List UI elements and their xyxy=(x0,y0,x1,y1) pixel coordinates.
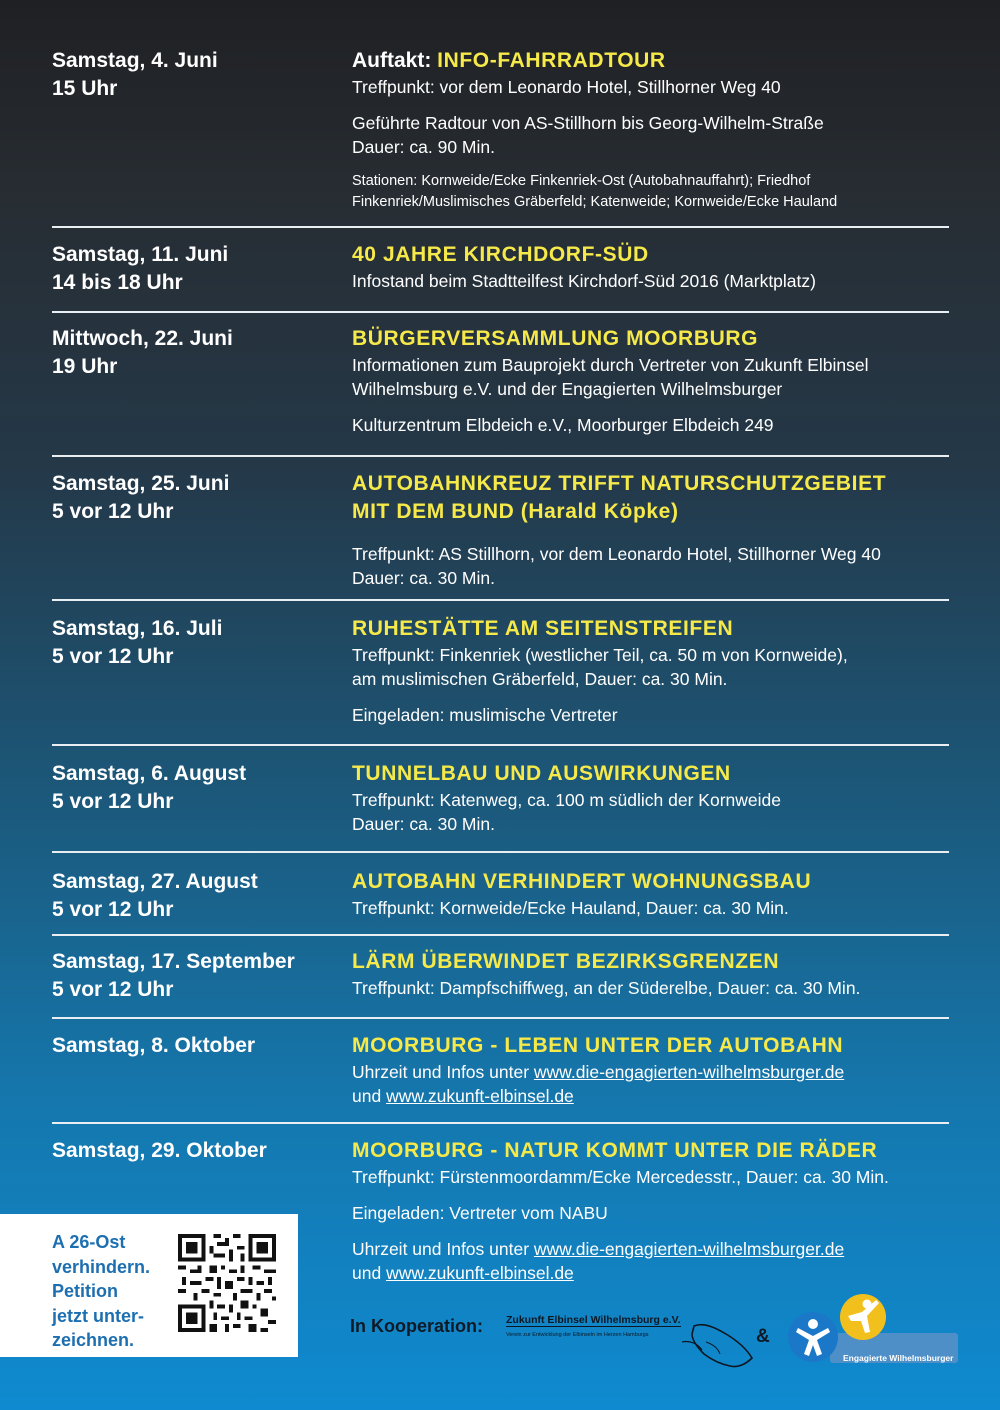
event-info: Infostand beim Stadtteilfest Kirchdorf-Süd 2016 (Marktplatz) xyxy=(352,271,816,291)
event-title xyxy=(352,47,962,75)
event-description-line: Geführte Radtour von AS-Stillhorn bis Georg-Wilhelm-Straße xyxy=(352,113,824,133)
link-engagierte-wilhelmsburger[interactable]: www.die-engagierten-wilhelmsburger.de xyxy=(533,1239,845,1259)
event-content xyxy=(352,1137,962,1285)
event-date-block xyxy=(52,1137,342,1165)
event-date: Mittwoch, 22. Juni xyxy=(52,327,233,350)
petition-line: A 26-Ost xyxy=(52,1232,126,1252)
island-outline-icon xyxy=(506,1314,756,1374)
petition-line: Petition xyxy=(52,1281,118,1301)
event-meeting-point: Treffpunkt: Dampfschiffweg, an der Süderelbe, Dauer: ca. 30 Min. xyxy=(352,978,861,998)
event-meeting-point: Treffpunkt: vor dem Leonardo Hotel, Stillhorner Weg 40 xyxy=(352,77,781,97)
event-meeting-point-line: Treffpunkt: Katenweg, ca. 100 m südlich der Kornweide xyxy=(352,790,781,810)
link-engagierte-wilhelmsburger[interactable]: www.die-engagierten-wilhelmsburger.de xyxy=(533,1062,845,1082)
divider xyxy=(52,226,949,228)
event-info-and: und xyxy=(352,1263,387,1283)
event-title: TUNNELBAU UND AUSWIRKUNGEN xyxy=(352,762,731,785)
event-time: 5 vor 12 Uhr xyxy=(52,645,174,668)
event-stations-line: Stationen: Kornweide/Ecke Finkenriek-Ost (Autobahnauffahrt); Friedhof xyxy=(352,173,811,189)
event-date-block xyxy=(52,868,342,924)
event-time: 5 vor 12 Uhr xyxy=(52,500,174,523)
event-title: AUTOBAHN VERHINDERT WOHNUNGSBAU xyxy=(352,870,812,893)
event-time: 5 vor 12 Uhr xyxy=(52,898,174,921)
divider xyxy=(52,744,949,746)
event-title: MOORBURG - LEBEN UNTER DER AUTOBAHN xyxy=(352,1034,844,1057)
petition-box xyxy=(0,1214,298,1357)
divider xyxy=(52,1017,949,1019)
event-location: Kulturzentrum Elbdeich e.V., Moorburger Elbdeich 249 xyxy=(352,415,774,435)
event-title-text: INFO-FAHRRADTOUR xyxy=(437,49,666,72)
event-content xyxy=(352,760,962,836)
zukunft-elbinsel-logo xyxy=(506,1314,756,1374)
event-info-line xyxy=(352,1060,962,1084)
event-meeting-point-line: Dauer: ca. 30 Min. xyxy=(352,568,495,588)
event-time: 15 Uhr xyxy=(52,77,118,100)
event-date-block xyxy=(52,470,342,526)
event-info-prefix: Uhrzeit und Infos unter xyxy=(352,1062,534,1082)
event-content xyxy=(352,470,962,590)
event-content xyxy=(352,868,962,920)
event-date: Samstag, 27. August xyxy=(52,870,258,893)
divider xyxy=(52,599,949,601)
event-title: 40 JAHRE KIRCHDORF-SÜD xyxy=(352,243,649,266)
divider xyxy=(52,851,949,853)
event-title: BÜRGERVERSAMMLUNG MOORBURG xyxy=(352,327,759,350)
event-meeting-point-line: Dauer: ca. 30 Min. xyxy=(352,814,495,834)
event-time: 14 bis 18 Uhr xyxy=(52,271,183,294)
divider xyxy=(52,934,949,936)
zukunft-elbinsel-name: Zukunft Elbinsel Wilhelmsburg e.V. xyxy=(506,1314,681,1326)
event-content xyxy=(352,615,962,727)
event-date: Samstag, 29. Oktober xyxy=(52,1139,267,1162)
event-date-block xyxy=(52,1032,342,1060)
event-content xyxy=(352,1032,962,1108)
event-date: Samstag, 25. Juni xyxy=(52,472,230,495)
event-info-line: Informationen zum Bauprojekt durch Vertreter von Zukunft Elbinsel xyxy=(352,355,869,375)
ampersand: & xyxy=(756,1326,770,1347)
event-content xyxy=(352,948,962,1000)
person-yellow-icon xyxy=(838,1292,888,1342)
engagierte-wilhelmsburger-logo xyxy=(786,1292,962,1372)
event-description-line: Dauer: ca. 90 Min. xyxy=(352,137,495,157)
event-meeting-point-line: am muslimischen Gräberfeld, Dauer: ca. 30 Min. xyxy=(352,669,728,689)
link-zukunft-elbinsel[interactable]: www.zukunft-elbinsel.de xyxy=(386,1263,574,1283)
link-zukunft-elbinsel[interactable]: www.zukunft-elbinsel.de xyxy=(386,1086,574,1106)
event-title-line: AUTOBAHNKREUZ TRIFFT NATURSCHUTZGEBIET xyxy=(352,472,887,495)
event-date: Samstag, 16. Juli xyxy=(52,617,223,640)
event-meeting-point: Treffpunkt: Kornweide/Ecke Hauland, Dauer: ca. 30 Min. xyxy=(352,898,789,918)
event-time: 19 Uhr xyxy=(52,355,118,378)
event-title-prefix: Auftakt: xyxy=(352,49,438,72)
event-date: Samstag, 8. Oktober xyxy=(52,1034,256,1057)
event-time: 5 vor 12 Uhr xyxy=(52,790,174,813)
cooperation-label: In Kooperation: xyxy=(350,1316,483,1336)
event-content xyxy=(352,325,962,437)
event-date: Samstag, 11. Juni xyxy=(52,243,229,266)
event-title: MOORBURG - NATUR KOMMT UNTER DIE RÄDER xyxy=(352,1139,878,1162)
event-title: RUHESTÄTTE AM SEITENSTREIFEN xyxy=(352,617,734,640)
divider xyxy=(52,1122,949,1124)
event-info-and: und xyxy=(352,1086,387,1106)
petition-text xyxy=(52,1230,150,1353)
qr-code-icon[interactable] xyxy=(178,1234,276,1332)
event-info-line: Wilhelmsburg e.V. und der Engagierten Wilhelmsburger xyxy=(352,379,783,399)
event-content xyxy=(352,47,962,213)
petition-line: zeichnen. xyxy=(52,1330,135,1350)
event-date: Samstag, 6. August xyxy=(52,762,247,785)
event-date: Samstag, 17. September xyxy=(52,950,295,973)
event-meeting-point-line: Treffpunkt: AS Stillhorn, vor dem Leonardo Hotel, Stillhorner Weg 40 xyxy=(352,544,881,564)
engagierte-wilhelmsburger-name: Engagierte Wilhelmsburger xyxy=(843,1353,954,1363)
event-title-line: MIT DEM BUND (Harald Köpke) xyxy=(352,500,679,523)
divider xyxy=(52,311,949,313)
event-stations-line: Finkenriek/Muslimisches Gräberfeld; Katenweide; Kornweide/Ecke Hauland xyxy=(352,194,838,210)
person-blue-icon xyxy=(786,1310,840,1364)
event-date-block xyxy=(52,325,342,381)
petition-line: verhindern. xyxy=(52,1256,151,1277)
event-date-block xyxy=(52,760,342,816)
event-content xyxy=(352,241,962,293)
event-date-block xyxy=(52,948,342,1004)
event-info-line xyxy=(352,1237,962,1261)
divider xyxy=(52,455,949,457)
event-meeting-point-line: Treffpunkt: Finkenriek (westlicher Teil, ca. 50 m von Kornweide), xyxy=(352,645,848,665)
event-info-line xyxy=(352,1084,962,1108)
event-invited: Eingeladen: Vertreter vom NABU xyxy=(352,1203,608,1223)
event-info-prefix: Uhrzeit und Infos unter xyxy=(352,1239,534,1259)
petition-line: jetzt unter- xyxy=(52,1305,144,1326)
event-info-line xyxy=(352,1261,962,1285)
event-title: LÄRM ÜBERWINDET BEZIRKSGRENZEN xyxy=(352,950,780,973)
event-date-block xyxy=(52,615,342,671)
event-time: 5 vor 12 Uhr xyxy=(52,978,174,1001)
zukunft-elbinsel-tagline: Verein zur Entwicklung der Elbinseln im Herzen Hamburgs xyxy=(506,1332,649,1338)
event-invited: Eingeladen: muslimische Vertreter xyxy=(352,705,618,725)
event-date-block xyxy=(52,47,342,103)
event-date: Samstag, 4. Juni xyxy=(52,49,218,72)
event-meeting-point: Treffpunkt: Fürstenmoordamm/Ecke Mercedesstr., Dauer: ca. 30 Min. xyxy=(352,1167,889,1187)
event-date-block xyxy=(52,241,342,297)
